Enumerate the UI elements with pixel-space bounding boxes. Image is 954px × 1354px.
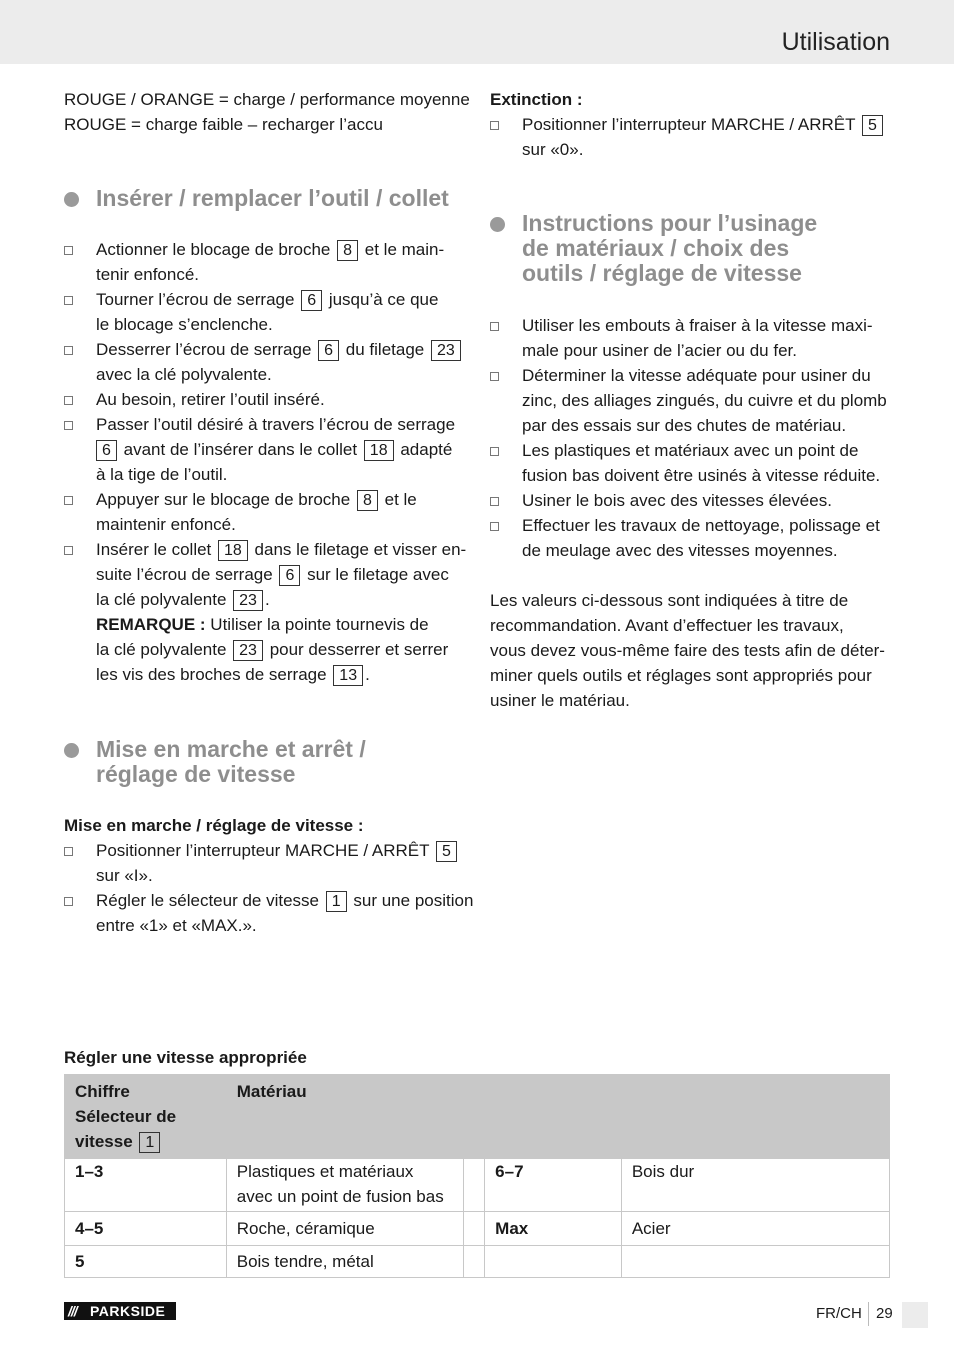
page-header-bar xyxy=(0,0,954,64)
square-bullet-icon xyxy=(64,897,73,906)
part-number-box: 8 xyxy=(337,240,358,261)
text: Actionner le blocage de broche xyxy=(96,240,331,259)
text: Positionner l’interrupteur MARCHE / ARRÊT xyxy=(96,841,430,860)
list-item xyxy=(490,438,890,488)
text: zinc, des alliages zingués, du cuivre et du plomb xyxy=(522,391,887,410)
square-bullet-icon xyxy=(64,546,73,555)
text: . xyxy=(264,590,270,609)
text: recommandation. Avant d’effectuer les travaux, xyxy=(490,616,844,635)
text: Utiliser les embouts à fraiser à la vitesse maxi- xyxy=(522,316,873,335)
text: Appuyer sur le blocage de broche xyxy=(96,490,351,509)
bullet-dot-icon xyxy=(64,743,79,758)
table-caption: Régler une vitesse appropriée xyxy=(64,1048,307,1067)
table-spacer-cell xyxy=(464,1246,485,1278)
footer-tab xyxy=(902,1302,928,1328)
table-cell xyxy=(621,1246,889,1278)
table-header-cell xyxy=(65,1075,227,1159)
list-item xyxy=(490,513,890,563)
table-spacer-cell xyxy=(464,1212,485,1246)
list-item xyxy=(64,337,474,387)
square-bullet-icon xyxy=(64,246,73,255)
text: Les valeurs ci-dessous sont indiquées à titre de xyxy=(490,591,849,610)
text: Effectuer les travaux de nettoyage, polissage et xyxy=(522,516,880,535)
table-cell: 4–5 xyxy=(65,1212,227,1246)
language-code: FR/CH xyxy=(816,1305,862,1322)
square-bullet-icon xyxy=(64,421,73,430)
logo-text: PARKSIDE xyxy=(90,1303,166,1319)
text: par des essais sur des chutes de matériau. xyxy=(522,416,847,435)
text: usiner le matériau. xyxy=(490,691,630,710)
square-bullet-icon xyxy=(64,396,73,405)
text: sur le filetage avec xyxy=(307,565,449,584)
table-cell: Bois tendre, métal xyxy=(226,1246,463,1278)
list-item xyxy=(64,537,474,687)
battery-status-text xyxy=(64,87,474,137)
text: dans le filetage et visser en- xyxy=(254,540,467,559)
list-item xyxy=(64,487,474,537)
text: Tourner l’écrou de serrage xyxy=(96,290,295,309)
table-row xyxy=(65,1212,890,1246)
text: sur une position xyxy=(353,891,474,910)
part-number-box: 8 xyxy=(357,490,378,511)
table-cell xyxy=(485,1246,622,1278)
text: Usiner le bois avec des vitesses élevées. xyxy=(522,491,832,510)
text: miner quels outils et réglages sont appropriés pour xyxy=(490,666,872,685)
bullet-dot-icon xyxy=(64,192,79,207)
section-heading-on-off xyxy=(64,737,474,787)
heading-text: Insérer / remplacer l’outil / collet xyxy=(96,185,449,211)
square-bullet-icon xyxy=(490,322,499,331)
parkside-logo xyxy=(64,1302,176,1320)
part-number-box: 18 xyxy=(364,440,394,461)
section-heading-machining-instructions xyxy=(490,211,890,286)
square-bullet-icon xyxy=(64,847,73,856)
text: Plastiques et matériaux xyxy=(236,1162,414,1181)
text: Chiffre xyxy=(75,1082,130,1101)
text: les vis des broches de serrage xyxy=(96,665,327,684)
list-item xyxy=(64,838,474,888)
logo-slashes: /// xyxy=(68,1303,77,1319)
table-cell xyxy=(226,1159,463,1212)
text: maintenir enfoncé. xyxy=(96,515,236,534)
heading-text: Instructions pour l’usinage xyxy=(522,210,818,236)
table-row xyxy=(65,1246,890,1278)
list-item xyxy=(64,387,474,412)
part-number-box: 5 xyxy=(862,115,883,136)
part-number-box: 13 xyxy=(333,665,363,686)
table-cell: Max xyxy=(485,1212,622,1246)
text: Au besoin, retirer l’outil inséré. xyxy=(96,390,325,409)
list-item xyxy=(64,237,474,287)
text: sur «I». xyxy=(96,866,153,885)
text: sur «0». xyxy=(522,140,584,159)
table-cell: 5 xyxy=(65,1246,227,1278)
text: Utiliser la pointe tournevis de xyxy=(210,615,429,634)
list-item xyxy=(64,287,474,337)
part-number-box: 6 xyxy=(301,290,322,311)
text: avant de l’insérer dans le collet xyxy=(123,440,358,459)
text: du filetage xyxy=(345,340,425,359)
list-item xyxy=(490,313,890,363)
text: male pour usiner de l’acier ou du fer. xyxy=(522,341,797,360)
section-heading-insert-tool xyxy=(64,186,474,211)
text: le blocage s’enclenche. xyxy=(96,315,273,334)
text: Positionner l’interrupteur MARCHE / ARRÊT xyxy=(522,115,856,134)
part-number-box: 5 xyxy=(436,841,457,862)
table-cell: Roche, céramique xyxy=(226,1212,463,1246)
battery-line-medium: ROUGE / ORANGE = charge / performance moyenne xyxy=(64,90,470,109)
text: avec la clé polyvalente. xyxy=(96,365,272,384)
text: Déterminer la vitesse adéquate pour usiner du xyxy=(522,366,871,385)
text: avec un point de fusion bas xyxy=(236,1187,444,1206)
heading-text: de matériaux / choix des xyxy=(522,235,790,261)
part-number-box: 23 xyxy=(431,340,461,361)
subheading-switch-off: Extinction : xyxy=(490,90,583,109)
text: . xyxy=(365,665,370,684)
table-cell: Bois dur xyxy=(621,1159,889,1212)
table-row xyxy=(65,1159,890,1212)
page-number: 29 xyxy=(876,1305,893,1322)
square-bullet-icon xyxy=(490,372,499,381)
text: la clé polyvalente xyxy=(96,590,227,609)
part-number-box: 1 xyxy=(326,891,347,912)
text: suite l’écrou de serrage xyxy=(96,565,273,584)
note-label: REMARQUE : xyxy=(96,615,206,634)
text: pour desserrer et serrer xyxy=(269,640,449,659)
text: Insérer le collet xyxy=(96,540,212,559)
text: Régler le sélecteur de vitesse xyxy=(96,891,320,910)
text: vous devez vous-même faire des tests afin de déter- xyxy=(490,641,885,660)
heading-text: réglage de vitesse xyxy=(96,761,296,787)
list-item xyxy=(490,112,890,162)
page-title: Utilisation xyxy=(781,28,890,56)
text: Sélecteur de xyxy=(75,1107,177,1126)
heading-text: outils / réglage de vitesse xyxy=(522,260,802,286)
part-number-box: 23 xyxy=(233,640,263,661)
table-cell: 1–3 xyxy=(65,1159,227,1212)
square-bullet-icon xyxy=(64,496,73,505)
square-bullet-icon xyxy=(490,522,499,531)
table-spacer-cell xyxy=(464,1159,485,1212)
battery-line-low: ROUGE = charge faible – recharger l’accu xyxy=(64,115,383,134)
text: à la tige de l’outil. xyxy=(96,465,228,484)
text: jusqu’à ce que xyxy=(328,290,439,309)
square-bullet-icon xyxy=(64,296,73,305)
heading-text: Mise en marche et arrêt / xyxy=(96,736,366,762)
table-cell: 6–7 xyxy=(485,1159,622,1212)
text: et le xyxy=(384,490,417,509)
recommendation-paragraph xyxy=(490,588,890,713)
list-item xyxy=(64,412,474,487)
square-bullet-icon xyxy=(64,346,73,355)
text: adapté xyxy=(400,440,453,459)
part-number-box: 6 xyxy=(318,340,339,361)
table-cell: Acier xyxy=(621,1212,889,1246)
speed-table xyxy=(64,1074,890,1278)
square-bullet-icon xyxy=(490,447,499,456)
text: entre «1» et «MAX.». xyxy=(96,916,257,935)
part-number-box: 6 xyxy=(96,440,117,461)
part-number-box: 1 xyxy=(139,1132,160,1153)
table-header-row xyxy=(65,1075,890,1159)
list-item xyxy=(64,888,474,938)
bullet-dot-icon xyxy=(490,217,505,232)
footer-divider xyxy=(868,1302,869,1326)
list-item xyxy=(490,363,890,438)
part-number-box: 23 xyxy=(233,590,263,611)
text: de meulage avec des vitesses moyennes. xyxy=(522,541,838,560)
text: tenir enfoncé. xyxy=(96,265,200,284)
square-bullet-icon xyxy=(490,497,499,506)
text: vitesse xyxy=(75,1132,133,1151)
text: Desserrer l’écrou de serrage xyxy=(96,340,312,359)
subheading-switch-on: Mise en marche / réglage de vitesse : xyxy=(64,816,364,835)
text: Passer l’outil désiré à travers l’écrou de serrage xyxy=(96,415,456,434)
part-number-box: 6 xyxy=(279,565,300,586)
text: la clé polyvalente xyxy=(96,640,227,659)
text: Les plastiques et matériaux avec un point de xyxy=(522,441,859,460)
square-bullet-icon xyxy=(490,121,499,130)
text: fusion bas doivent être usinés à vitesse réduite. xyxy=(522,466,881,485)
table-header-cell: Matériau xyxy=(226,1075,889,1159)
text: et le main- xyxy=(364,240,445,259)
list-item xyxy=(490,488,890,513)
part-number-box: 18 xyxy=(218,540,248,561)
